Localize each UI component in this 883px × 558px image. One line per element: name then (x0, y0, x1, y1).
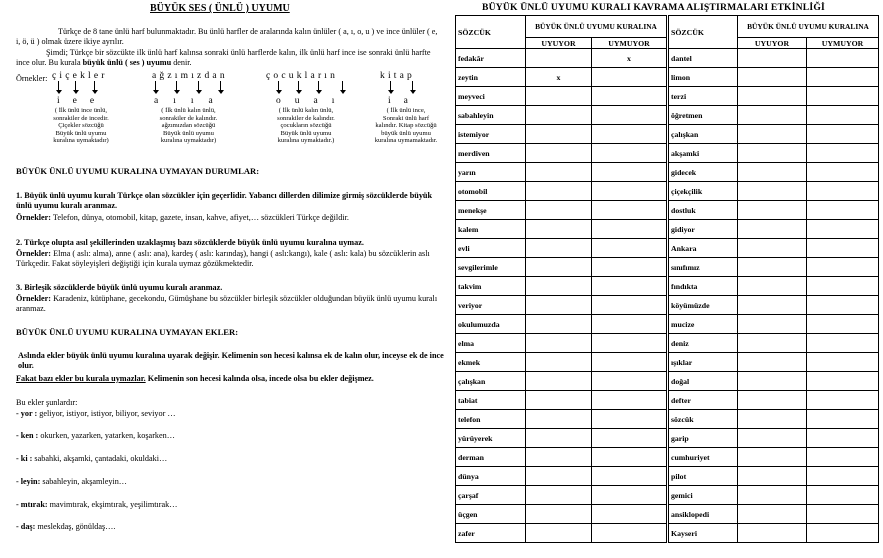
example-agzimizdan (136, 71, 251, 145)
word-cell: elma (456, 334, 526, 353)
suffix-item (16, 500, 446, 510)
example-vowels: ia (388, 96, 421, 106)
suffix-examples: sabahleyin, akşamleyin… (42, 477, 127, 486)
word-cell: deniz (668, 334, 738, 353)
suffix-name: - yor : (16, 409, 38, 418)
word-cell: öğretmen (668, 106, 738, 125)
section-heading-exceptions: BÜYÜK ÜNLÜ UYUMU KURALINA UYMAYAN DURUMLAR: (16, 166, 260, 176)
word-cell: sözcük (668, 410, 738, 429)
fits-answer-cell[interactable] (738, 182, 807, 201)
not-fits-answer-cell[interactable] (807, 258, 879, 277)
word-cell: terzi (668, 87, 738, 106)
example-note: ( İlk ünlü kalın ünlü, sonrakiler de kalındır. ağzımızdan sözcüğü Büyük ünlü uyumu kuralına uymaktadır) (159, 107, 218, 145)
word-cell: zafer (456, 524, 526, 543)
suffix-item (16, 454, 446, 464)
column-header-word: SÖZCÜK (456, 16, 526, 49)
fits-answer-cell[interactable] (738, 258, 807, 277)
fits-answer-cell[interactable] (526, 391, 592, 410)
fits-answer-cell[interactable] (526, 49, 592, 68)
not-fits-answer-cell[interactable] (592, 467, 668, 486)
fits-answer-cell[interactable] (526, 106, 592, 125)
fits-answer-cell[interactable] (738, 296, 807, 315)
not-fits-answer-cell[interactable] (592, 448, 668, 467)
fits-answer-cell[interactable] (738, 106, 807, 125)
table-row (456, 486, 879, 505)
word-cell: üçgen (456, 505, 526, 524)
not-fits-answer-cell[interactable] (807, 448, 879, 467)
word-cell: takvim (456, 277, 526, 296)
not-fits-answer-cell[interactable] (592, 372, 668, 391)
word-cell: akşamki (668, 144, 738, 163)
word-cell: Ankara (668, 239, 738, 258)
fits-answer-cell[interactable] (526, 353, 592, 372)
table-row (456, 334, 879, 353)
example-note: ( İlk ünlü ince, Sonraki ünlü harf kalındır. Kitap sözcüğü büyük ünlü uyumu kuralına uymamaktadır. (374, 107, 438, 145)
not-fits-answer-cell[interactable] (807, 125, 879, 144)
fits-answer-cell[interactable] (738, 448, 807, 467)
suffix-exception-text: Kelimenin son hecesi kalında olsa, incede olsa bu ekler değişmez. (147, 374, 374, 383)
word-cell: meyveci (456, 87, 526, 106)
word-cell: garip (668, 429, 738, 448)
suffix-item (16, 477, 446, 487)
rule-3-examples (16, 294, 446, 314)
suffix-examples: mavimtırak, ekşimtırak, yeşilimtırak… (49, 500, 178, 509)
not-fits-answer-cell[interactable] (592, 258, 668, 277)
intro-end: denir. (173, 58, 192, 67)
fits-answer-cell[interactable] (738, 239, 807, 258)
fits-answer-cell[interactable] (526, 182, 592, 201)
intro-paragraph-1: Türkçe de 8 tane ünlü harf bulunmaktadır. Bu ünlü harfler de aralarında kalın ünlüler ( a, ı, o, u ) ve ince ünlüler ( e, i, ö, ü ) olmak üzere ikiye ayrılır. (16, 27, 438, 46)
fits-answer-cell[interactable] (738, 524, 807, 543)
word-cell: sabahleyin (456, 106, 526, 125)
rule-2-title: 2. Türkçe olupta asıl şekillerinden uzaklaşmış bazı sözcüklerde büyük ünlü uyumu kuralına uymaz. (16, 238, 364, 247)
not-fits-answer-cell[interactable] (807, 429, 879, 448)
rule-2-text: Elma ( aslı: alma), anne ( aslı: ana), kardeş ( aslı: karındaş), hangi ( aslı:kangı), kale ( aslı: kala) bu sözcüklerin aslı Türkçedir. Fakat söyleyişleri değiştiği için kurala uymaz gözükmektedir. (16, 249, 430, 268)
table-row (456, 524, 879, 543)
not-fits-answer-cell[interactable] (592, 315, 668, 334)
word-cell: fedakâr (456, 49, 526, 68)
not-fits-answer-cell[interactable] (807, 410, 879, 429)
intro-text: Şimdi; Türkçe bir sözcükte ilk ünlü harf kalınsa sonraki ünlü harflerde kalın, ilk ünlü harf ince ise sonraki ünlü harfte ince olur. Bu kurala (16, 48, 431, 67)
not-fits-answer-cell[interactable] (807, 524, 879, 543)
word-cell: gemici (668, 486, 738, 505)
not-fits-answer-cell[interactable] (592, 410, 668, 429)
not-fits-answer-cell[interactable] (807, 49, 879, 68)
column-header-rule: BÜYÜK ÜNLÜ UYUMU KURALINA (526, 16, 668, 38)
rule-1-title: 1. Büyük ünlü uyumu kuralı Türkçe olan sözcükler için geçerlidir. Yabancı dillerden dilimize girmiş sözcüklerde büyük ünlü uyumu kuralı aranmaz. (16, 191, 433, 210)
table-row (456, 163, 879, 182)
fits-answer-cell[interactable] (526, 429, 592, 448)
fits-answer-cell[interactable] (738, 467, 807, 486)
word-cell: sınıfımız (668, 258, 738, 277)
rule-1-label: Örnekler: (16, 213, 52, 222)
not-fits-answer-cell[interactable] (592, 296, 668, 315)
not-fits-answer-cell[interactable] (592, 524, 668, 543)
word-cell: defter (668, 391, 738, 410)
rule-1-text: Telefon, dünya, otomobil, kitap, gazete, insan, kahve, afiyet,… sözcükleri Türkçe değildir. (52, 213, 349, 222)
word-cell: çalışkan (668, 125, 738, 144)
not-fits-answer-cell[interactable] (592, 391, 668, 410)
not-fits-answer-cell[interactable] (807, 239, 879, 258)
fits-answer-cell[interactable] (526, 258, 592, 277)
table-row (456, 106, 879, 125)
fits-answer-cell[interactable] (526, 239, 592, 258)
fits-answer-cell[interactable] (738, 505, 807, 524)
table-row (456, 315, 879, 334)
word-cell: pilot (668, 467, 738, 486)
fits-answer-cell[interactable] (526, 296, 592, 315)
word-cell: veriyor (456, 296, 526, 315)
example-word: ağzımızdan (152, 71, 228, 81)
not-fits-answer-cell[interactable] (807, 68, 879, 87)
exercise-table (455, 15, 879, 543)
not-fits-answer-cell[interactable] (807, 315, 879, 334)
word-cell: köyümüzde (668, 296, 738, 315)
word-cell: istemiyor (456, 125, 526, 144)
not-fits-answer-cell[interactable] (592, 239, 668, 258)
fits-answer-cell[interactable] (526, 163, 592, 182)
word-cell: mucize (668, 315, 738, 334)
example-note: ( İlk ünlü ince ünlü, sonrakiler de incedir. Çiçekler sözcüğü Büyük ünlü uyumu kuralına uymaktadır) (53, 107, 109, 145)
examples-label: Örnekler: (16, 74, 48, 83)
example-kitap (366, 71, 451, 145)
not-fits-answer-cell[interactable] (592, 220, 668, 239)
suffix-item (16, 409, 446, 419)
word-cell: menekşe (456, 201, 526, 220)
not-fits-answer-cell[interactable] (592, 87, 668, 106)
example-note: ( İlk ünlü kalın ünlü, sonrakiler de kalındır. çocukların sözcüğü Büyük ünlü uyumu kuralına uymaktadır.) (277, 107, 335, 145)
suffix-intro-2 (16, 374, 446, 384)
not-fits-answer-cell[interactable] (592, 505, 668, 524)
examples-block (16, 71, 446, 171)
suffix-intro-1: Aslında ekler büyük ünlü uyumu kuralına uyarak değişir. Kelimenin son hecesi kalınsa ek de kalın olur, inceyse ek de ince olur. (18, 351, 444, 370)
table-row (456, 182, 879, 201)
column-header-not-fits: UYMUYOR (807, 38, 879, 49)
column-header-fits: UYUYOR (526, 38, 592, 49)
fits-answer-cell[interactable] (738, 87, 807, 106)
suffix-name: - leyin: (16, 477, 41, 486)
not-fits-answer-cell[interactable] (592, 277, 668, 296)
fits-answer-cell[interactable] (738, 144, 807, 163)
word-cell: yarın (456, 163, 526, 182)
section-heading-suffixes: BÜYÜK ÜNLÜ UYUMU KURALINA UYMAYAN EKLER: (16, 327, 239, 337)
suffix-examples: okurken, yazarken, yatarken, koşarken… (40, 431, 175, 440)
fits-answer-cell[interactable] (526, 486, 592, 505)
fits-answer-cell[interactable] (526, 315, 592, 334)
word-cell: evli (456, 239, 526, 258)
table-row (456, 429, 879, 448)
word-cell: dünya (456, 467, 526, 486)
not-fits-answer-cell[interactable] (807, 87, 879, 106)
fits-answer-cell[interactable] (738, 125, 807, 144)
example-cicekler (36, 71, 146, 145)
fits-answer-cell[interactable] (526, 201, 592, 220)
table-row (456, 467, 879, 486)
table-row (456, 391, 879, 410)
not-fits-answer-cell[interactable] (807, 334, 879, 353)
word-cell: çalışkan (456, 372, 526, 391)
example-cocuklarin (256, 71, 366, 145)
word-cell: ansiklopedi (668, 505, 738, 524)
not-fits-answer-cell[interactable] (592, 144, 668, 163)
not-fits-answer-cell[interactable] (807, 277, 879, 296)
fits-answer-cell[interactable] (738, 372, 807, 391)
example-arrows (136, 81, 251, 96)
rule-3-text: Karadeniz, kütüphane, gecekondu, Gümüşhane bu sözcükler birleşik sözcükler olduğundan büyük ünlü uyumu kuralı aranmaz. (16, 294, 438, 313)
suffix-name: - daş: (16, 522, 36, 531)
table-row (456, 505, 879, 524)
fits-answer-cell[interactable] (738, 68, 807, 87)
fits-answer-cell[interactable] (738, 220, 807, 239)
word-cell: otomobil (456, 182, 526, 201)
word-cell: ekmek (456, 353, 526, 372)
fits-answer-cell[interactable] (526, 524, 592, 543)
fits-answer-cell[interactable] (738, 429, 807, 448)
not-fits-answer-cell[interactable] (592, 334, 668, 353)
fits-answer-cell[interactable] (526, 144, 592, 163)
word-cell: çarşaf (456, 486, 526, 505)
table-row (456, 448, 879, 467)
table-row (456, 220, 879, 239)
example-vowels: iee (57, 96, 108, 106)
word-cell: tabiat (456, 391, 526, 410)
table-row (456, 125, 879, 144)
fits-answer-cell[interactable] (526, 87, 592, 106)
rule-3-label: Örnekler: (16, 294, 52, 303)
suffix-name: - mtırak: (16, 500, 48, 509)
word-cell: çiçekçilik (668, 182, 738, 201)
word-cell: gidiyor (668, 220, 738, 239)
fits-answer-cell[interactable] (738, 410, 807, 429)
word-cell: limon (668, 68, 738, 87)
not-fits-answer-cell[interactable] (807, 467, 879, 486)
fits-answer-cell[interactable] (738, 315, 807, 334)
not-fits-answer-cell[interactable] (807, 201, 879, 220)
fits-answer-cell[interactable] (526, 220, 592, 239)
suffix-examples: meslekdaş, gönüldaş…. (37, 522, 116, 531)
table-row (456, 353, 879, 372)
word-cell: dostluk (668, 201, 738, 220)
suffix-item (16, 522, 446, 532)
suffix-name: - ki : (16, 454, 33, 463)
not-fits-answer-cell[interactable] (807, 391, 879, 410)
word-cell: sevgilerimle (456, 258, 526, 277)
word-cell: telefon (456, 410, 526, 429)
example-arrows (36, 81, 146, 96)
example-arrows (256, 81, 366, 96)
fits-answer-cell[interactable] (526, 410, 592, 429)
word-cell: yürüyerek (456, 429, 526, 448)
word-cell: dantel (668, 49, 738, 68)
suffix-examples: sabahki, akşamki, çantadaki, okuldaki… (34, 454, 168, 463)
suffix-examples: geliyor, istiyor, istiyor, biliyor, seviyor … (39, 409, 176, 418)
fits-answer-cell[interactable] (526, 372, 592, 391)
table-row (456, 258, 879, 277)
not-fits-answer-cell[interactable] (807, 106, 879, 125)
table-row (456, 201, 879, 220)
not-fits-answer-cell[interactable] (592, 125, 668, 144)
column-header-rule: BÜYÜK ÜNLÜ UYUMU KURALINA (738, 16, 879, 38)
table-row (456, 277, 879, 296)
column-header-not-fits: UYMUYOR (592, 38, 668, 49)
fits-answer-cell[interactable] (526, 467, 592, 486)
example-word: çiçekler (52, 71, 108, 81)
rule-2-examples (16, 249, 446, 269)
not-fits-answer-cell[interactable] (592, 106, 668, 125)
word-cell: doğal (668, 372, 738, 391)
word-cell: zeytin (456, 68, 526, 87)
not-fits-answer-cell[interactable] (807, 372, 879, 391)
word-cell: okulumuzda (456, 315, 526, 334)
column-header-fits: UYUYOR (738, 38, 807, 49)
rule-3-title: 3. Birleşik sözcüklerde büyük ünlü uyumu kuralı aranmaz. (16, 283, 223, 292)
word-cell: Kayseri (668, 524, 738, 543)
fits-answer-cell[interactable] (526, 448, 592, 467)
rule-1-examples (16, 213, 446, 223)
example-word: kitap (380, 71, 415, 81)
table-row (456, 410, 879, 429)
fits-answer-cell[interactable] (738, 163, 807, 182)
not-fits-answer-cell[interactable]: x (592, 49, 668, 68)
fits-answer-cell[interactable] (738, 49, 807, 68)
table-row (456, 144, 879, 163)
suffix-name: - ken : (16, 431, 39, 440)
not-fits-answer-cell[interactable] (807, 353, 879, 372)
fits-answer-cell[interactable] (738, 353, 807, 372)
fits-answer-cell[interactable]: x (526, 68, 592, 87)
not-fits-answer-cell[interactable] (592, 163, 668, 182)
example-vowels: aııa (154, 96, 228, 106)
example-vowels: ouaı (276, 96, 349, 106)
word-cell: cumhuriyet (668, 448, 738, 467)
fits-answer-cell[interactable] (738, 391, 807, 410)
not-fits-answer-cell[interactable] (592, 201, 668, 220)
suffix-item (16, 431, 446, 441)
suffix-list-label: Bu ekler şunlardır: (16, 398, 78, 407)
table-row (456, 68, 879, 87)
fits-answer-cell[interactable] (526, 505, 592, 524)
fits-answer-cell[interactable] (738, 486, 807, 505)
word-cell: derman (456, 448, 526, 467)
not-fits-answer-cell[interactable] (592, 353, 668, 372)
not-fits-answer-cell[interactable] (807, 296, 879, 315)
not-fits-answer-cell[interactable] (807, 182, 879, 201)
exercise-sheet (455, 0, 883, 558)
word-cell: merdiven (456, 144, 526, 163)
fits-answer-cell[interactable] (526, 277, 592, 296)
fits-answer-cell[interactable] (738, 277, 807, 296)
not-fits-answer-cell[interactable] (592, 182, 668, 201)
table-row (456, 239, 879, 258)
not-fits-answer-cell[interactable] (807, 486, 879, 505)
word-cell: kalem (456, 220, 526, 239)
table-row (456, 49, 879, 68)
table-row (456, 372, 879, 391)
not-fits-answer-cell[interactable] (807, 220, 879, 239)
example-arrows (366, 81, 451, 96)
not-fits-answer-cell[interactable] (592, 429, 668, 448)
fits-answer-cell[interactable] (526, 125, 592, 144)
sheet-title: BÜYÜK SES ( ÜNLÜ ) UYUMU (150, 3, 290, 14)
exercise-title: BÜYÜK ÜNLÜ UYUMU KURALI KAVRAMA ALIŞTIRMALARI ETKİNLİĞİ (482, 2, 825, 13)
fits-answer-cell[interactable] (738, 201, 807, 220)
column-header-word: SÖZCÜK (668, 16, 738, 49)
fits-answer-cell[interactable] (738, 334, 807, 353)
not-fits-answer-cell[interactable] (592, 68, 668, 87)
fits-answer-cell[interactable] (526, 334, 592, 353)
intro-rule-name: büyük ünlü ( ses ) uyumu (82, 58, 172, 67)
not-fits-answer-cell[interactable] (807, 505, 879, 524)
table-row (456, 296, 879, 315)
table-row (456, 87, 879, 106)
not-fits-answer-cell[interactable] (807, 144, 879, 163)
word-cell: ışıklar (668, 353, 738, 372)
word-cell: gidecek (668, 163, 738, 182)
intro-paragraph-2 (16, 48, 441, 68)
rule-2-label: Örnekler: (16, 249, 52, 258)
not-fits-answer-cell[interactable] (592, 486, 668, 505)
word-cell: fındıkta (668, 277, 738, 296)
not-fits-answer-cell[interactable] (807, 163, 879, 182)
suffix-exception: Fakat bazı ekler bu kurala uymazlar. (16, 374, 146, 383)
example-word: çocukların (266, 71, 339, 81)
